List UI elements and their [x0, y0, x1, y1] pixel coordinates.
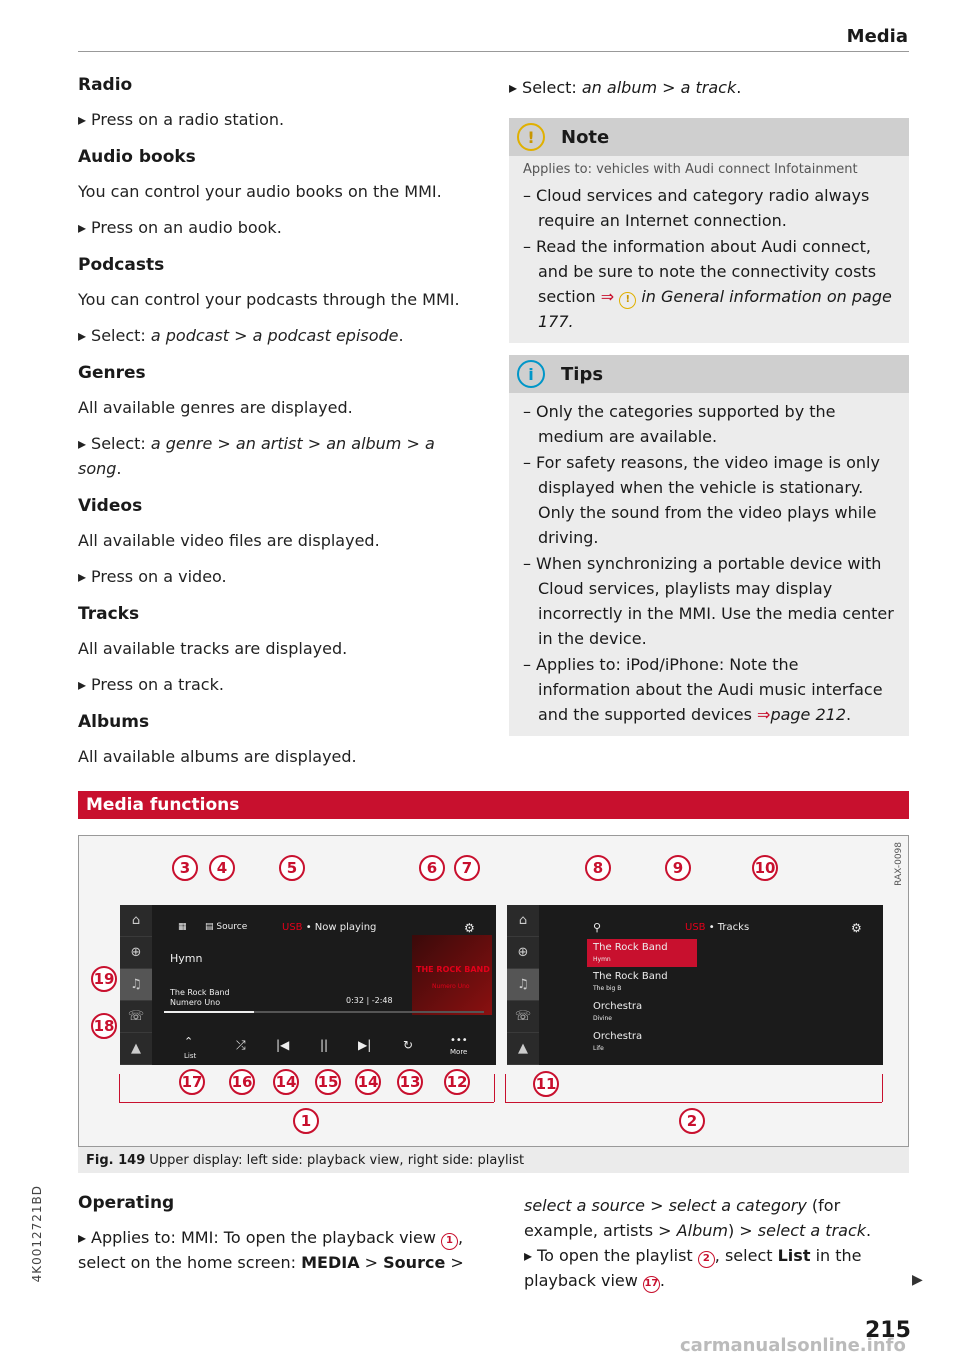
radio-heading: Radio — [78, 75, 133, 95]
operating-cont: select a source > select a category (for example, artists > Album) > select a track. — [524, 1196, 872, 1240]
track-title: Hymn — [170, 952, 203, 965]
audiobooks-text: You can control your audio books on the MMI. — [78, 182, 442, 201]
videos-text: All available video files are displayed. — [78, 531, 380, 550]
track-album: Numero Uno — [170, 998, 221, 1007]
progress-bar[interactable] — [164, 1011, 484, 1013]
tracks-step: ▸ Press on a track. — [78, 672, 478, 697]
album-art: THE ROCK BAND Numero Uno — [412, 935, 492, 1015]
videos-step: ▸ Press on a video. — [78, 564, 478, 589]
note-box — [509, 118, 909, 343]
note-page-link[interactable]: in General information on page 177. — [538, 287, 892, 331]
callout-19: 19 — [91, 966, 117, 992]
albums-text: All available albums are displayed. — [78, 747, 357, 766]
callout-11: 11 — [533, 1071, 559, 1097]
genres-step: ▸ Select: a genre > an artist > an album > a song. — [78, 431, 478, 481]
radio-step: ▸ Press on a radio station. — [78, 107, 478, 132]
bracket-line — [505, 1074, 506, 1102]
list-item[interactable]: The Rock Band Hymn — [593, 942, 668, 963]
grid-icon[interactable]: ▦ — [178, 922, 187, 932]
operating-section — [78, 1193, 478, 1275]
arrow-right-icon: ⇒ — [600, 287, 615, 306]
info-icon: i — [517, 360, 545, 388]
music-icon[interactable]: ♫ — [507, 969, 539, 1001]
playlist-screen — [507, 905, 883, 1065]
note-icon: ! — [517, 123, 545, 151]
home-icon[interactable]: ⌂ — [120, 905, 152, 937]
figure-149 — [78, 835, 909, 1147]
note-title: Note — [561, 126, 610, 148]
operating-step-2: ▸ To open the playlist 2 , select List in the playback view 17. — [524, 1243, 914, 1293]
callout-16: 16 — [229, 1069, 255, 1095]
tips-item: – Only the categories supported by the medium are available. — [523, 399, 895, 449]
bracket-line — [505, 1102, 882, 1103]
genres-heading: Genres — [78, 363, 146, 383]
bracket-line — [119, 1074, 120, 1102]
tips-item: – Applies to: iPod/iPhone: Note the information about the Audi music interface and the supported devices ⇒page 212. — [523, 652, 895, 727]
track-time: 0:32 | -2:48 — [346, 996, 393, 1005]
callout-17: 17 — [179, 1069, 205, 1095]
callout-7: 7 — [454, 855, 480, 881]
tips-header — [509, 355, 909, 393]
podcasts-heading: Podcasts — [78, 255, 165, 275]
callout-14b: 14 — [355, 1069, 381, 1095]
warning-icon: ! — [619, 292, 636, 309]
callout-10: 10 — [752, 855, 778, 881]
repeat-icon[interactable]: ↻ — [403, 1038, 414, 1052]
callout-ref-17: 17 — [643, 1276, 660, 1293]
callout-8: 8 — [585, 855, 611, 881]
tips-list — [523, 399, 895, 727]
arrow-right-icon: ⇒ — [757, 705, 771, 724]
search-icon[interactable]: ⚲ — [593, 921, 602, 934]
bracket-line — [882, 1074, 883, 1102]
playback-screen — [120, 905, 496, 1065]
track-artist: The Rock Band — [170, 988, 230, 997]
operating-step-1: ▸ Applies to: MMI: To open the playback view 1 , select on the home screen: MEDIA > Source > — [78, 1225, 478, 1275]
note-list — [523, 183, 895, 334]
home-icon[interactable]: ⌂ — [507, 905, 539, 937]
callout-12: 12 — [444, 1069, 470, 1095]
callout-4: 4 — [209, 855, 235, 881]
podcasts-text: You can control your podcasts through the MMI. — [78, 290, 460, 309]
page-number: 215 — [865, 1318, 911, 1343]
settings-icon[interactable]: ⚙ — [464, 921, 475, 935]
source-button[interactable]: ▤ Source — [205, 922, 248, 932]
watermark-url: carmanualsonline.info — [680, 1335, 906, 1356]
videos-heading: Videos — [78, 496, 143, 516]
figure-caption: Fig. 149 Upper display: left side: playback view, right side: playlist — [78, 1147, 909, 1173]
genres-text: All available genres are displayed. — [78, 398, 353, 417]
settings-icon[interactable]: ⚙ — [851, 921, 862, 935]
previous-icon[interactable]: |◀ — [276, 1038, 290, 1052]
callout-18: 18 — [91, 1013, 117, 1039]
tips-title: Tips — [561, 363, 604, 385]
podcasts-step: ▸ Select: a podcast > a podcast episode. — [78, 323, 478, 348]
tips-item: – When synchronizing a portable device with Cloud services, playlists may display incorrectly in the MMI. Use the media center in the device. — [523, 551, 895, 651]
left-column — [78, 75, 478, 780]
albums-heading: Albums — [78, 712, 150, 732]
right-column — [509, 75, 909, 736]
breadcrumb: USB • Now playing — [282, 922, 377, 933]
callout-15: 15 — [315, 1069, 341, 1095]
section-title: Media functions — [78, 791, 909, 819]
list-button[interactable]: ⌃ List — [184, 1035, 197, 1060]
screen-sidebar — [120, 905, 152, 1065]
list-item[interactable]: Orchestra Divine — [593, 1001, 643, 1022]
bracket-line — [119, 1102, 494, 1103]
phone-icon[interactable]: ☏ — [507, 1001, 539, 1033]
callout-14: 14 — [273, 1069, 299, 1095]
page-header-title: Media — [846, 26, 908, 47]
note-header — [509, 118, 909, 156]
note-item: – Cloud services and category radio always require an Internet connection. — [523, 183, 895, 233]
audiobooks-heading: Audio books — [78, 147, 196, 167]
document-code: 4K0012721BD — [30, 1185, 44, 1283]
continue-arrow-icon: ▶ — [912, 1272, 923, 1288]
list-item[interactable]: Orchestra Life — [593, 1031, 643, 1052]
tips-item: – For safety reasons, the video image is only displayed when the vehicle is stationary. Only the sound from the video plays while driving. — [523, 450, 895, 550]
tips-page-link[interactable]: page 212 — [770, 705, 847, 724]
radio-icon[interactable]: ⊕ — [120, 937, 152, 969]
note-applies: Applies to: vehicles with Audi connect Infotainment — [523, 162, 858, 177]
callout-9: 9 — [665, 855, 691, 881]
music-icon[interactable]: ♫ — [120, 969, 152, 1001]
more-button[interactable]: ••• More — [450, 1035, 468, 1056]
note-body — [509, 156, 909, 343]
breadcrumb: USB • Tracks — [685, 922, 750, 933]
callout-5: 5 — [279, 855, 305, 881]
operating-continued — [524, 1193, 914, 1293]
screen-sidebar — [507, 905, 539, 1065]
album-step: ▸ Select: an album > a track. — [509, 75, 909, 100]
callout-2: 2 — [679, 1108, 705, 1134]
next-icon[interactable]: ▶| — [358, 1038, 372, 1052]
audiobooks-step: ▸ Press on an audio book. — [78, 215, 478, 240]
callout-3: 3 — [172, 855, 198, 881]
figure-code: RAX-0098 — [894, 842, 904, 886]
callout-13: 13 — [397, 1069, 423, 1095]
callout-6: 6 — [419, 855, 445, 881]
nav-icon[interactable]: ▲ — [507, 1033, 539, 1065]
bracket-line — [494, 1074, 495, 1102]
callout-ref-2: 2 — [698, 1251, 715, 1268]
note-item: – Read the information about Audi connect, and be sure to note the connectivity costs section ⇒ ! in General information on page 177. — [523, 234, 895, 334]
pause-icon[interactable]: || — [320, 1038, 329, 1052]
shuffle-icon[interactable]: ⤮ — [236, 1038, 246, 1052]
operating-heading: Operating — [78, 1193, 175, 1213]
callout-1: 1 — [293, 1108, 319, 1134]
tips-body — [509, 393, 909, 736]
callout-ref-1: 1 — [441, 1233, 458, 1250]
header-divider — [78, 51, 909, 52]
tracks-heading: Tracks — [78, 604, 140, 624]
phone-icon[interactable]: ☏ — [120, 1001, 152, 1033]
list-item[interactable]: The Rock Band The big B — [593, 971, 668, 992]
nav-icon[interactable]: ▲ — [120, 1033, 152, 1065]
tips-box — [509, 355, 909, 736]
tracks-text: All available tracks are displayed. — [78, 639, 348, 658]
radio-icon[interactable]: ⊕ — [507, 937, 539, 969]
